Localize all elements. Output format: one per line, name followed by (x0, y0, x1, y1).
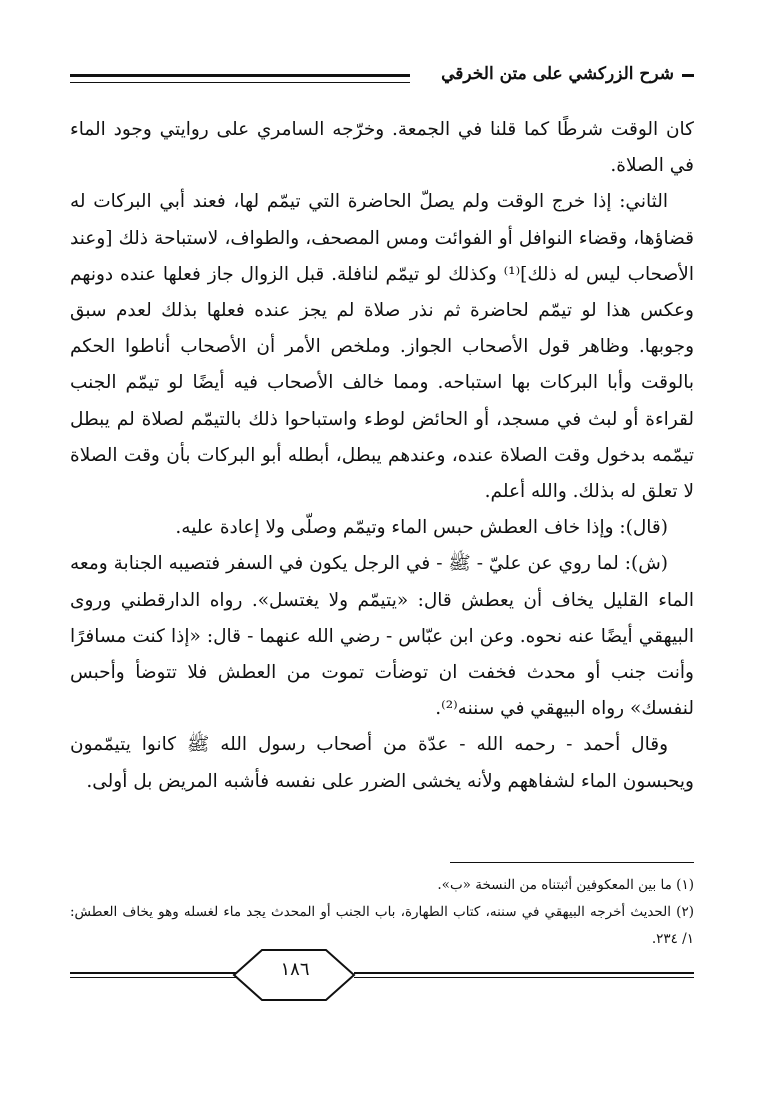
footer-rule (70, 972, 236, 974)
footnote-separator (450, 862, 694, 863)
header-rule (70, 74, 410, 77)
running-header (70, 60, 694, 94)
footer-rule (354, 972, 694, 974)
footer-rule-thin (70, 977, 236, 978)
header-dash (682, 74, 694, 77)
paragraph: كان الوقت شرطًا كما قلنا في الجمعة. وخرّجه السامري على روايتي وجود الماء في الصلاة. (70, 119, 694, 177)
main-text (70, 112, 694, 800)
page-footer (70, 946, 694, 1004)
page-number: ١٨٦ (280, 959, 310, 980)
footnotes (70, 872, 694, 953)
paragraph: (ش): لما روي عن عليّ - ﷺ - في الرجل يكون في السفر فتصيبه الجنابة ومعه الماء القليل يخاف أن يعطش قال: «يتيمّم ولا يغتسل». رواه الدارقطني وروى البيهقي أيضًا عنه نحوه. وعن ابن عبّاس - رضي الله عنهما - قال: «إذا كنت مسافرًا وأنت جنب أو محدث فخفت ان توضأت تموت من العطش فلا تتوضأ وأحبس لنفسك» رواه البيهقي في سننه⁽²⁾. (70, 553, 694, 720)
header-rule-thin (70, 82, 410, 83)
running-title: شرح الزركشي على متن الخرقي (441, 64, 674, 84)
footnote: (١) ما بين المعكوفين أثبتناه من النسخة «ب». (437, 877, 694, 893)
footer-rule-thin (354, 977, 694, 978)
footnote: (٢) الحديث أخرجه البيهقي في سننه، كتاب الطهارة، باب الجنب أو المحدث يجد ماء لغسله وهو يخاف العطش: ١/ ٢٣٤. (70, 904, 694, 947)
paragraph: وقال أحمد - رحمه الله - عدّة من أصحاب رسول الله ﷺ كانوا يتيمّمون ويحبسون الماء لشفاههم ولأنه يخشى الضرر على نفسه فأشبه المريض بل أولى. (70, 734, 694, 792)
paragraph: (قال): وإذا خاف العطش حبس الماء وتيمّم وصلّى ولا إعادة عليه. (175, 517, 668, 539)
paragraph: الثاني: إذا خرج الوقت ولم يصلّ الحاضرة التي تيمّم لها، فعند أبي البركات له قضاؤها، وقضاء النوافل أو الفوائت ومس المصحف، والطواف، لاستباحة ذلك [وعند الأصحاب ليس له ذلك]⁽¹⁾ وكذلك لو تيمّم لنافلة. قبل الزوال جاز فعلها عنده دونهم وعكس هذا لو تيمّم لحاضرة ثم نذر صلاة لم يجز عنده فعلها بذلك لعدم سبق وجوبها. وظاهر قول الأصحاب الجواز. وملخص الأمر أن الأصحاب أناطوا الحكم بالوقت وأبا البركات بها استباحه. ومما خالف الأصحاب فيه أيضًا لو تيمّم الجنب لقراءة أو لبث في مسجد، أو الحائض لوطء واستباحوا ذلك بالتيمّم لصلاة لم يبطل تيمّمه بدخول وقت الصلاة عنده، وعندهم يبطل، أبطله أبو البركات بأن وقت الصلاة لا تعلق له بذلك. والله أعلم. (70, 191, 694, 503)
